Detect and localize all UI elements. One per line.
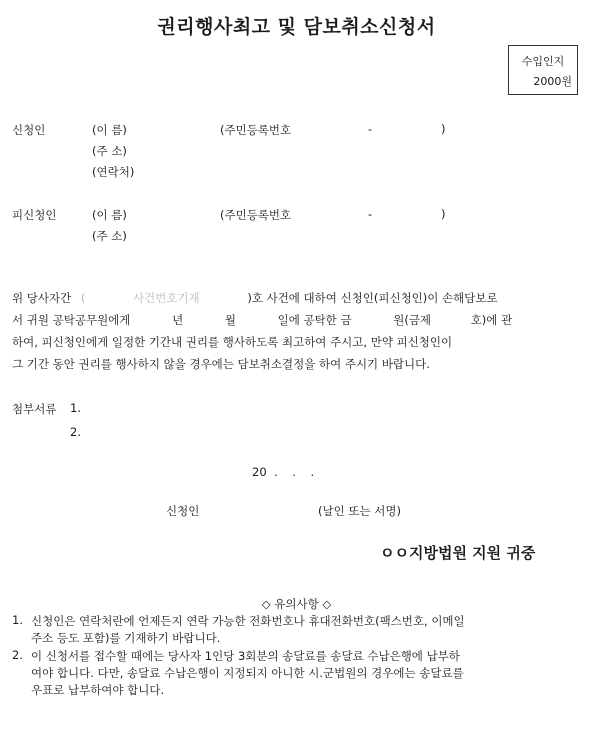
revenue-stamp-box — [508, 45, 578, 95]
body-line-2 — [12, 312, 512, 328]
body-year: 년 — [172, 313, 184, 327]
applicant-contact-label: (연락처) — [92, 165, 135, 179]
filing-date: 20 . . . — [252, 465, 315, 479]
applicant-label: 신청인 — [12, 123, 46, 137]
notes-heading: ◇ 유의사항 ◇ — [261, 597, 332, 611]
body-line-1 — [12, 290, 498, 306]
body-month: 월 — [224, 313, 236, 327]
signature-label: 신청인 — [166, 504, 200, 518]
body-won: 원(금제 — [393, 313, 432, 327]
document-title: 권리행사최고 및 담보취소신청서 — [157, 16, 436, 38]
stamp-amount: 2000원 — [533, 75, 572, 88]
body-line-3: 하여, 피신청인에게 일정한 기간내 권리를 행사하도록 최고하여 주시고, 만약 피신청인이 — [12, 335, 453, 349]
note-1-line-2: 주소 등도 포함)를 기재하기 바랍니다. — [31, 631, 221, 645]
respondent-name-label: (이 름) — [92, 208, 127, 222]
attachment-item-2: 2. — [70, 425, 81, 439]
case-number-placeholder: 사건번호기재 — [133, 291, 200, 305]
body-line-1-end: )호 사건에 대하여 신청인(피신청인)이 손해담보로 — [247, 291, 498, 305]
body-line-1-start: 위 당사자간 — [12, 291, 72, 305]
respondent-id-close: ) — [441, 207, 446, 221]
applicant-id-close: ) — [441, 122, 446, 136]
body-line-4: 그 기간 동안 권리를 행사하지 않을 경우에는 담보취소결정을 하여 주시기 바랍니다. — [12, 357, 430, 371]
attachment-item-1: 1. — [70, 401, 81, 415]
body-line-2-end: 호)에 관 — [470, 313, 513, 327]
respondent-id-label: (주민등록번호 — [220, 208, 292, 222]
note-1-number: 1. — [12, 613, 23, 627]
seal-or-signature: (날인 또는 서명) — [318, 504, 401, 518]
respondent-address-label: (주 소) — [92, 229, 127, 243]
stamp-label: 수입인지 — [521, 55, 565, 68]
applicant-address-label: (주 소) — [92, 144, 127, 158]
court-addressee: ㅇㅇ지방법원 지원 귀중 — [380, 544, 536, 562]
note-2-line-3: 우표로 납부하여야 합니다. — [31, 683, 165, 697]
attachments-label: 첨부서류 — [12, 402, 57, 416]
applicant-name-label: (이 름) — [92, 123, 127, 137]
respondent-label: 피신청인 — [12, 208, 57, 222]
applicant-id-dash: - — [368, 122, 373, 136]
body-case-paren: ( — [80, 291, 86, 305]
respondent-id-dash: - — [368, 207, 373, 221]
note-2-line-1: 이 신청서를 접수할 때에는 당사자 1인당 3회분의 송달료를 송달료 수납은행에 납부하 — [31, 649, 460, 663]
body-day: 일에 공탁한 금 — [277, 313, 352, 327]
applicant-id-label: (주민등록번호 — [220, 123, 292, 137]
body-line-2-start: 서 귀원 공탁공무원에게 — [12, 313, 131, 327]
note-2-number: 2. — [12, 648, 23, 662]
note-2-line-2: 여야 합니다. 다만, 송달료 수납은행이 지정되지 아니한 시.군법원의 경우에는 송달료를 — [31, 666, 464, 680]
note-1-line-1: 신청인은 연락처란에 언제든지 연락 가능한 전화번호나 휴대전화번호(팩스번호, 이메일 — [31, 614, 465, 628]
